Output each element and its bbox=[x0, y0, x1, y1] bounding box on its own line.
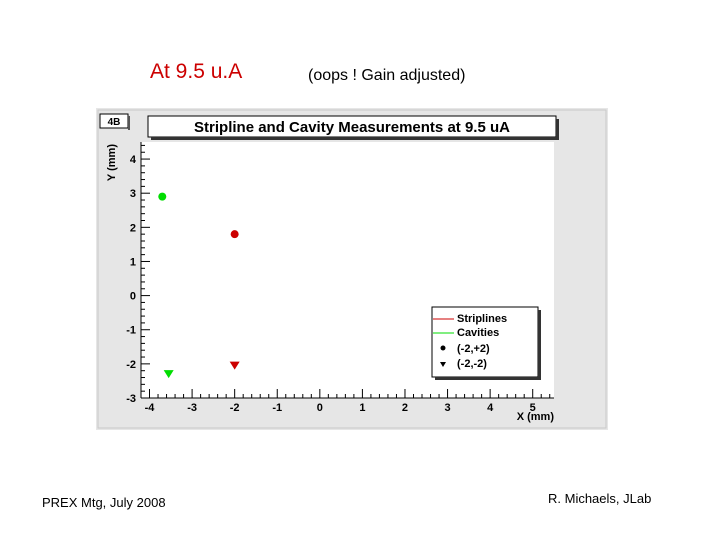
y-axis-title: Y (mm) bbox=[106, 144, 118, 182]
chart-title-box bbox=[148, 116, 559, 140]
y-tick-label: 0 bbox=[129, 290, 136, 303]
y-tick-label: 2 bbox=[129, 222, 136, 235]
y-tick-label: -3 bbox=[126, 393, 136, 405]
y-tick-label: -1 bbox=[126, 324, 136, 337]
x-tick-label: 1 bbox=[359, 402, 366, 414]
x-tick-label: -2 bbox=[229, 402, 240, 414]
x-tick-label: 0 bbox=[316, 402, 323, 414]
legend-label-plus2: (-2,+2) bbox=[457, 343, 490, 355]
canvas-label: 4B bbox=[107, 117, 121, 128]
x-tick-label: -3 bbox=[187, 402, 197, 414]
y-tick-label: 3 bbox=[129, 188, 136, 201]
slide-heading: At 9.5 u.A bbox=[150, 60, 243, 83]
chart-svg bbox=[96, 108, 608, 430]
legend bbox=[432, 307, 541, 380]
x-tick-label: -4 bbox=[144, 402, 155, 414]
y-tick-label: 1 bbox=[129, 256, 136, 269]
legend-label-striplines: Striplines bbox=[457, 313, 508, 325]
canvas-label-box bbox=[100, 114, 130, 130]
chart-title: Stripline and Cavity Measurements at 9.5 uA bbox=[194, 119, 510, 136]
y-tick-label: 4 bbox=[129, 154, 136, 167]
legend-label-cavities: Cavities bbox=[457, 327, 500, 339]
footer-meeting: PREX Mtg, July 2008 bbox=[42, 495, 166, 510]
legend-marker-circle bbox=[441, 346, 446, 351]
plot-canvas bbox=[96, 108, 608, 430]
slide-note: (oops ! Gain adjusted) bbox=[308, 67, 466, 84]
y-tick-label: -2 bbox=[126, 358, 136, 371]
cavities-point-circle bbox=[158, 193, 166, 201]
footer-author: R. Michaels, JLab bbox=[548, 491, 652, 506]
x-tick-label: 4 bbox=[487, 402, 494, 414]
x-tick-label: 2 bbox=[401, 402, 409, 414]
x-tick-label: 5 bbox=[529, 402, 536, 414]
legend-label-minus2: (-2,-2) bbox=[457, 358, 487, 370]
x-axis-title: X (mm) bbox=[516, 411, 554, 423]
x-tick-label: 3 bbox=[444, 402, 451, 414]
striplines-point-circle bbox=[231, 230, 239, 238]
x-tick-label: -1 bbox=[272, 402, 283, 414]
